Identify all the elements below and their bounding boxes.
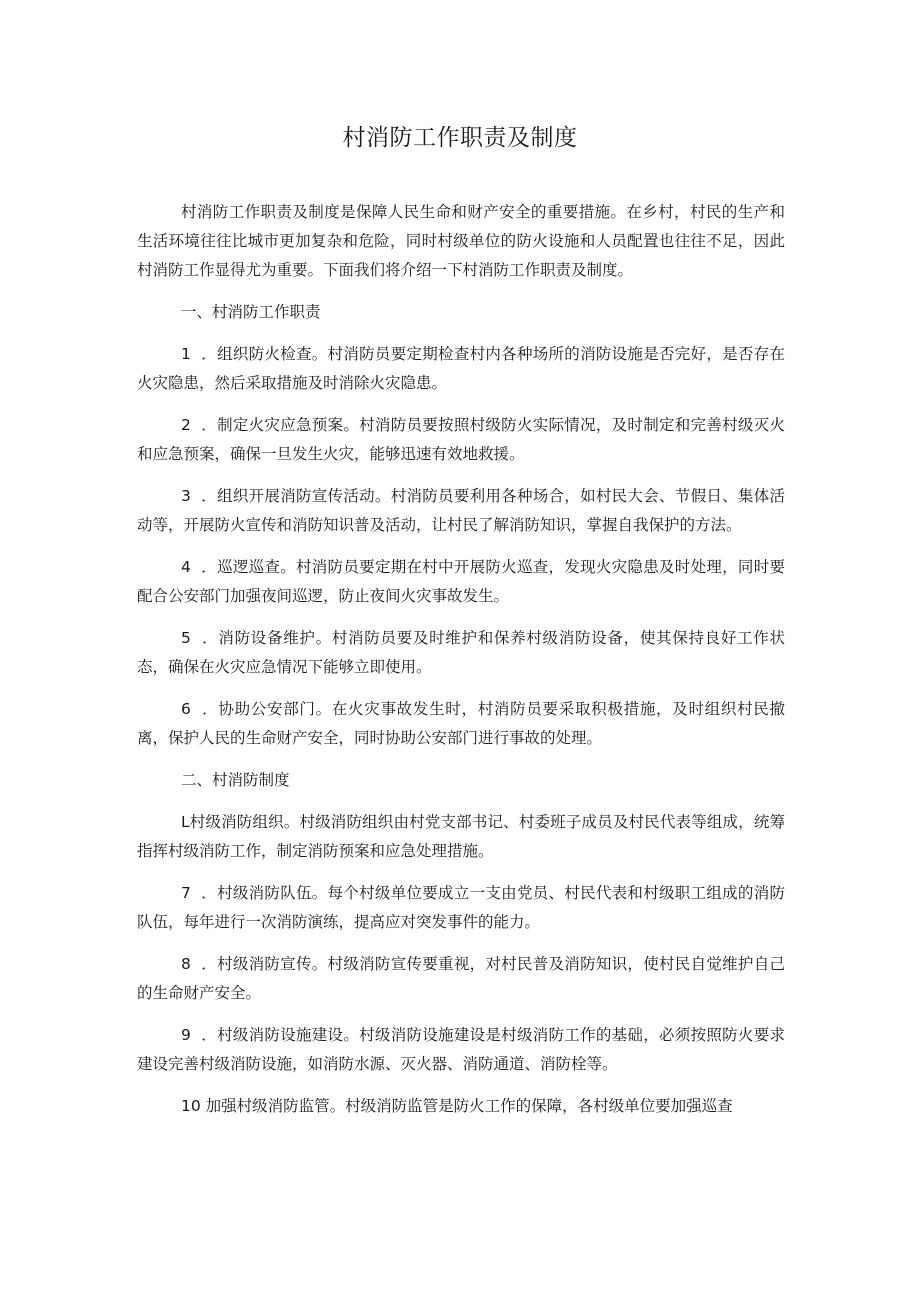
duty-item-2 [137, 411, 785, 469]
item-number: 5 [181, 629, 191, 647]
item-text: ．制定火灾应急预案。村消防员要按照村级防火实际情况，及时制定和完善村级灭火和应急预案，确保一旦发生火灾，能够迅速有效地救援。 [137, 416, 785, 463]
item-text: ．巡逻巡查。村消防员要定期在村中开展防火巡查，发现火灾隐患及时处理，同时要配合公安部门加强夜间巡逻，防止夜间火灾事故发生。 [137, 558, 785, 605]
item-text: ．组织防火检查。村消防员要定期检查村内各种场所的消防设施是否完好，是否存在火灾隐患，然后采取措施及时消除火灾隐患。 [137, 345, 785, 392]
rule-item-9 [137, 1021, 785, 1079]
item-number: L [181, 813, 190, 831]
duty-item-4 [137, 553, 785, 611]
section-heading-rules: 二、村消防制度 [181, 771, 290, 789]
item-number: 3 [181, 487, 191, 505]
item-text: ．村级消防宣传。村级消防宣传要重视，对村民普及消防知识，使村民自觉维护自己的生命财产安全。 [137, 955, 785, 1002]
rule-item-7 [137, 879, 785, 937]
duty-item-3 [137, 482, 785, 540]
item-text: ．协助公安部门。在火灾事故发生时，村消防员要采取积极措施，及时组织村民撤离，保护人民的生命财产安全，同时协助公安部门进行事故的处理。 [137, 700, 785, 747]
item-text: ．村级消防设施建设。村级消防设施建设是村级消防工作的基础，必须按照防火要求建设完善村级消防设施，如消防水源、灭火器、消防通道、消防栓等。 [137, 1026, 785, 1073]
rule-item-8 [137, 950, 785, 1008]
item-number: 10 [181, 1097, 201, 1115]
document-title: 村消防工作职责及制度 [342, 125, 578, 151]
item-text: ．消防设备维护。村消防员要及时维护和保养村级消防设备，使其保持良好工作状态，确保在火灾应急情况下能够立即使用。 [137, 629, 785, 676]
duty-item-5 [137, 624, 785, 682]
document-body [137, 198, 785, 1134]
item-number: 2 [181, 416, 191, 434]
item-text: ．组织开展消防宣传活动。村消防员要利用各种场合，如村民大会、节假日、集体活动等，开展防火宣传和消防知识普及活动，让村民了解消防知识，掌握自我保护的方法。 [137, 487, 785, 534]
item-text: 村级消防组织。村级消防组织由村党支部书记、村委班子成员及村民代表等组成，统筹指挥村级消防工作，制定消防预案和应急处理措施。 [137, 813, 785, 860]
item-number: 8 [181, 955, 191, 973]
item-number: 1 [181, 345, 191, 363]
section-heading-duties: 一、村消防工作职责 [181, 303, 321, 321]
item-number: 6 [181, 700, 191, 718]
item-text: 加强村级消防监管。村级消防监管是防火工作的保障，各村级单位要加强巡查 [205, 1097, 733, 1115]
intro-paragraph: 村消防工作职责及制度是保障人民生命和财产安全的重要措施。在乡村，村民的生产和生活环境往往比城市更加复杂和危险，同时村级单位的防火设施和人员配置也往往不足，因此村消防工作显得尤为重要。下面我们将介绍一下村消防工作职责及制度。 [137, 203, 785, 279]
item-number: 7 [181, 884, 191, 902]
item-number: 9 [181, 1026, 191, 1044]
item-number: 4 [181, 558, 191, 576]
duty-item-6 [137, 695, 785, 753]
rule-item-10 [137, 1092, 785, 1121]
duty-item-1 [137, 340, 785, 398]
item-text: ．村级消防队伍。每个村级单位要成立一支由党员、村民代表和村级职工组成的消防队伍，每年进行一次消防演练，提高应对突发事件的能力。 [137, 884, 785, 931]
rule-item-1 [137, 808, 785, 866]
